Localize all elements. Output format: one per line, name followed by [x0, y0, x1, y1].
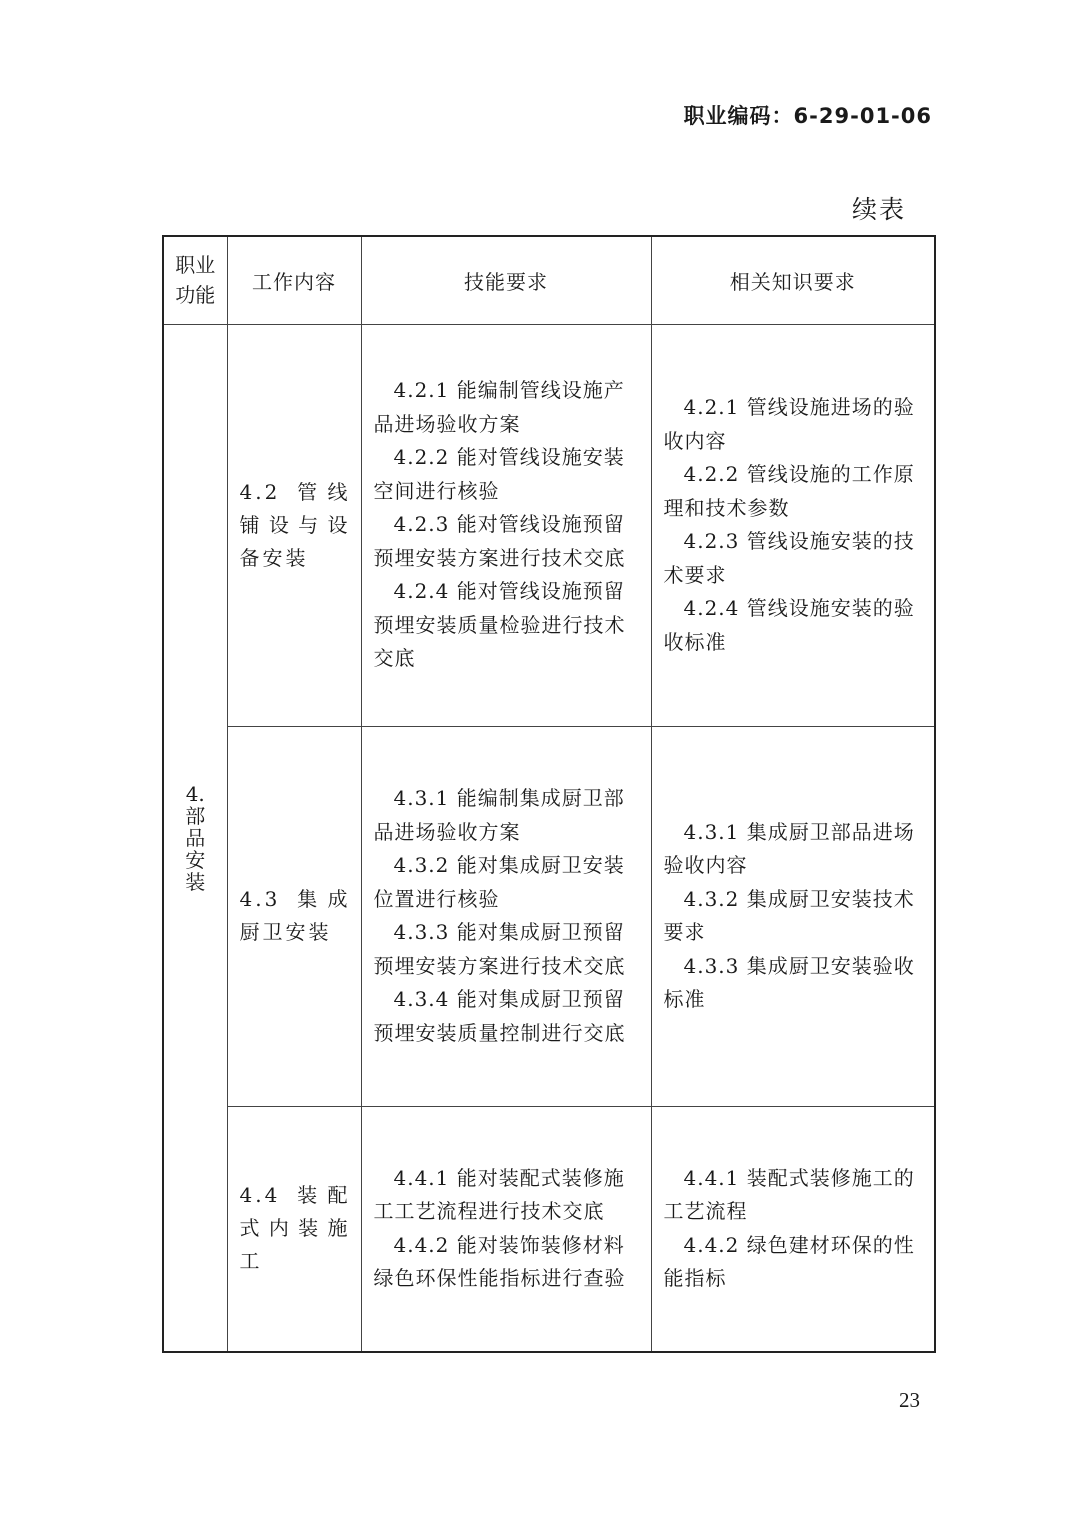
- continued-label: 续表: [851, 195, 906, 224]
- knowledge-cell: [651, 726, 935, 1106]
- skill-item: 4.3.3 能对集成厨卫预留预埋安装方案进行技术交底: [373, 920, 626, 978]
- header-function: [163, 236, 227, 324]
- skill-cell: [361, 324, 651, 726]
- knowledge-item: 4.3.1 集成厨卫部品进场验收内容: [663, 819, 915, 877]
- table-row: [163, 1106, 935, 1352]
- table-header-row: [163, 236, 935, 324]
- skill-item: 4.3.2 能对集成厨卫安装位置进行核验: [373, 853, 625, 911]
- function-char: 安: [185, 847, 206, 872]
- skill-cell: [361, 1106, 651, 1352]
- header-function-line2: 功能: [175, 283, 216, 308]
- header-work: 工作内容: [227, 236, 361, 324]
- header-knowledge: 相关知识要求: [651, 236, 935, 324]
- skill-cell: [361, 726, 651, 1106]
- knowledge-item: 4.4.1 装配式装修施工的工艺流程: [663, 1165, 915, 1224]
- knowledge-item: 4.2.4 管线设施安装的验收标准: [663, 596, 915, 654]
- work-content-text: 4.2 管线铺设与设备安装: [239, 479, 351, 570]
- skills-table: [162, 235, 936, 1353]
- skill-item: 4.2.4 能对管线设施预留预埋安装质量检验进行技术交底: [373, 579, 626, 671]
- skill-item: 4.3.1 能编制集成厨卫部品进场验收方案: [373, 786, 625, 844]
- function-number: 4.: [185, 781, 205, 806]
- table-row: [163, 324, 935, 726]
- function-char: 装: [185, 869, 206, 894]
- knowledge-item: 4.2.3 管线设施安装的技术要求: [663, 529, 915, 587]
- knowledge-cell: [651, 1106, 935, 1352]
- occupation-code: 职业编码：6-29-01-06: [683, 104, 932, 128]
- function-cell: [163, 324, 227, 1352]
- work-content-text: 4.4 装配式内装施工: [239, 1183, 351, 1274]
- skill-item: 4.3.4 能对集成厨卫预留预埋安装质量控制进行交底: [373, 987, 626, 1045]
- skill-item: 4.2.3 能对管线设施预留预埋安装方案进行技术交底: [373, 512, 626, 570]
- function-char: 部: [185, 803, 206, 828]
- page-number: 23: [899, 1388, 920, 1412]
- skill-item: 4.2.1 能编制管线设施产品进场验收方案: [373, 378, 625, 436]
- header-function-line1: 职业: [175, 253, 216, 278]
- skill-item: 4.4.1 能对装配式装修施工工艺流程进行技术交底: [373, 1165, 625, 1224]
- knowledge-item: 4.3.2 集成厨卫安装技术要求: [663, 886, 915, 944]
- skill-item: 4.4.2 能对装饰装修材料绿色环保性能指标进行查验: [373, 1232, 626, 1291]
- work-content-cell: [227, 324, 361, 726]
- header-skill: 技能要求: [361, 236, 651, 324]
- work-content-cell: [227, 726, 361, 1106]
- work-content-text: 4.3 集成厨卫安装: [239, 887, 351, 944]
- skill-item: 4.2.2 能对管线设施安装空间进行核验: [373, 445, 625, 503]
- knowledge-cell: [651, 324, 935, 726]
- knowledge-item: 4.2.2 管线设施的工作原理和技术参数: [663, 462, 915, 520]
- knowledge-item: 4.4.2 绿色建材环保的性能指标: [663, 1232, 915, 1291]
- function-char: 品: [185, 825, 206, 850]
- knowledge-item: 4.2.1 管线设施进场的验收内容: [663, 395, 915, 453]
- knowledge-item: 4.3.3 集成厨卫安装验收标准: [663, 953, 915, 1011]
- table-row: [163, 726, 935, 1106]
- work-content-cell: [227, 1106, 361, 1352]
